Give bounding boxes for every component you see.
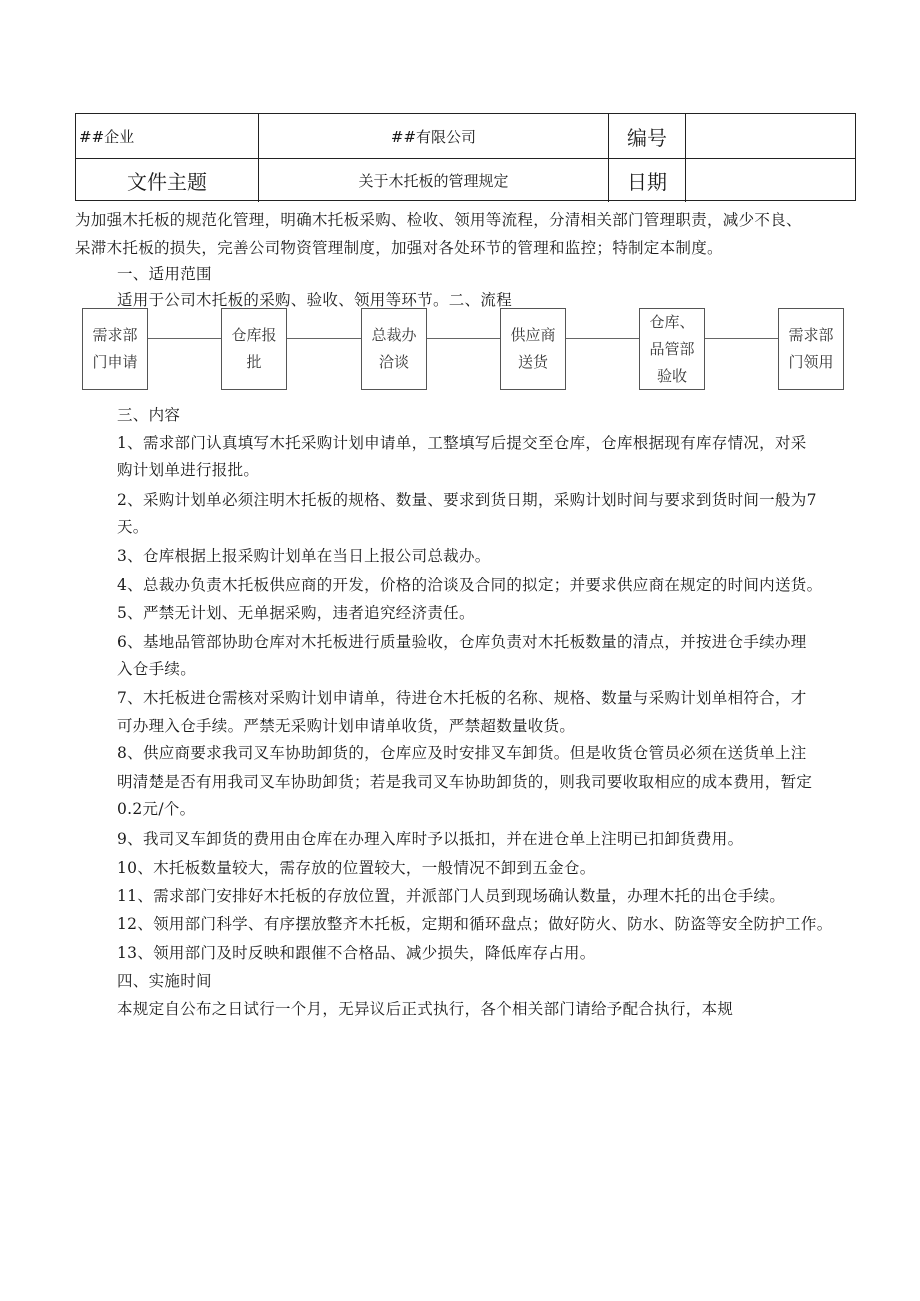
- flow-step-box: [778, 308, 844, 390]
- flow-step-box: [221, 308, 287, 390]
- content-line: 可办理入仓手续。严禁无采购计划申请单收货，严禁超数量收货。: [117, 717, 576, 735]
- content-line: 天。: [117, 518, 149, 536]
- content-line: 12、领用部门科学、有序摆放整齐木托板，定期和循环盘点；做好防火、防水、防盗等安全防护工作。: [117, 915, 833, 933]
- content-line: 8、供应商要求我司叉车协助卸货的，仓库应及时安排叉车卸货。但是收货仓管员必须在送货单上注: [117, 744, 807, 762]
- content-line: 11、需求部门安排好木托板的存放位置，并派部门人员到现场确认数量，办理木托的出仓手续。: [117, 887, 786, 905]
- flow-connector: [287, 338, 361, 339]
- header-row-1: [76, 114, 855, 159]
- content-line: 购计划单进行报批。: [117, 461, 260, 479]
- subject-value: 关于木托板的管理规定: [259, 158, 609, 202]
- header-row-2: [76, 158, 855, 202]
- flow-step-label: 仓库报批: [231, 326, 277, 371]
- number-value: [686, 114, 856, 158]
- flow-step-box: [639, 308, 705, 390]
- flow-step-label: 需求部门申请: [92, 326, 138, 371]
- flow-step-box: [500, 308, 566, 390]
- flow-step-box: [82, 308, 148, 390]
- content-line: 明清楚是否有用我司叉车协助卸货；若是我司叉车协助卸货的，则我司要收取相应的成本费用，暂定: [117, 773, 813, 791]
- section-3-title: 三、内容: [117, 406, 181, 424]
- content-line: 0.2元/个。: [117, 800, 196, 818]
- intro-line-1: 为加强木托板的规范化管理，明确木托板采购、检收、领用等流程，分清相关部门管理职责，减少不良、: [75, 211, 802, 229]
- content-line: 1、需求部门认真填写木托采购计划申请单，工整填写后提交至仓库，仓库根据现有库存情况，对采: [117, 434, 807, 452]
- content-line: 6、基地品管部协助仓库对木托板进行质量验收，仓库负责对木托板数量的清点，并按进仓手续办理: [117, 633, 807, 651]
- flow-step-box: [361, 308, 427, 390]
- flow-step-label: 总裁办洽谈: [371, 326, 417, 371]
- flow-connector: [148, 338, 221, 339]
- section-4-text: 本规定自公布之日试行一个月，无异议后正式执行，各个相关部门请给予配合执行，本规: [117, 1000, 734, 1018]
- content-line: 7、木托板进仓需核对采购计划申请单，待进仓木托板的名称、规格、数量与采购计划单相符合，才: [117, 689, 807, 707]
- number-label: 编号: [609, 114, 686, 158]
- subject-label: 文件主题: [76, 158, 259, 202]
- date-value: [686, 158, 856, 202]
- process-flow-diagram: [82, 306, 852, 396]
- content-line: 9、我司叉车卸货的费用由仓库在办理入库时予以抵扣，并在进仓单上注明已扣卸货费用。: [117, 830, 744, 848]
- flow-connector: [427, 338, 500, 339]
- content-line: 10、木托板数量较大，需存放的位置较大，一般情况不卸到五金仓。: [117, 859, 596, 877]
- flow-connector: [566, 338, 639, 339]
- section-4-title: 四、实施时间: [117, 972, 212, 990]
- section-1-title: 一、适用范围: [117, 265, 212, 283]
- content-line: 3、仓库根据上报采购计划单在当日上报公司总裁办。: [117, 547, 491, 565]
- flow-step-label: 供应商送货: [510, 326, 556, 371]
- company-name: ##有限公司: [259, 114, 609, 158]
- content-line: 2、采购计划单必须注明木托板的规格、数量、要求到货日期，采购计划时间与要求到货时间一般为7: [117, 491, 817, 509]
- date-label: 日期: [609, 158, 686, 202]
- content-line: 13、领用部门及时反映和跟催不合格品、减少损失，降低库存占用。: [117, 944, 596, 962]
- flow-step-label: 仓库、品管部验收: [649, 312, 695, 385]
- content-line: 4、总裁办负责木托板供应商的开发，价格的洽谈及合同的拟定；并要求供应商在规定的时间内送货。: [117, 576, 823, 594]
- company-label: ##企业: [76, 114, 259, 158]
- section-1-text: 适用于公司木托板的采购、验收、领用等环节。二、流程: [117, 291, 513, 309]
- content-line: 5、严禁无计划、无单据采购，违者追究经济责任。: [117, 604, 475, 622]
- content-line: 入仓手续。: [117, 660, 197, 678]
- document-header-table: [75, 113, 856, 201]
- flow-step-label: 需求部门领用: [788, 326, 834, 371]
- intro-line-2: 呆滞木托板的损失，完善公司物资管理制度，加强对各处环节的管理和监控；特制定本制度。: [75, 239, 723, 257]
- flow-connector: [705, 338, 778, 339]
